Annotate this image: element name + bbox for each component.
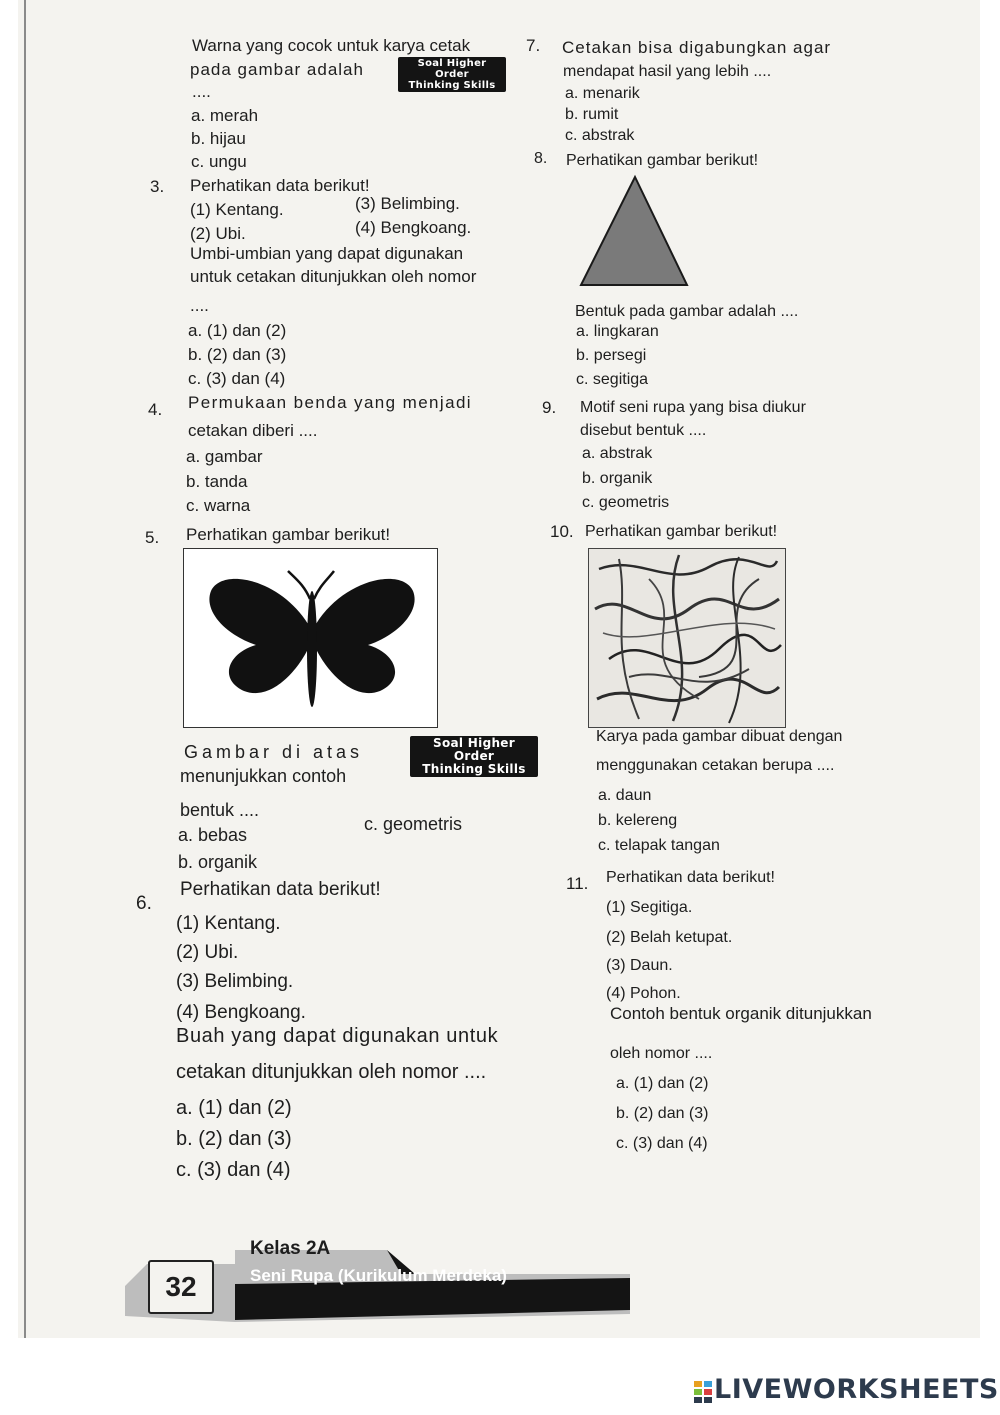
q6-question-line1: Buah yang dapat digunakan untuk (176, 1025, 499, 1047)
q5-option-a[interactable]: a. bebas (178, 825, 248, 845)
q5-option-b[interactable]: b. organik (178, 852, 258, 872)
q5-badge-line1: Soal Higher Order (433, 736, 515, 763)
q11-option-a[interactable]: a. (1) dan (2) (616, 1075, 709, 1092)
q4-stem-line2: cetakan diberi .... (188, 421, 318, 440)
q2-option-a[interactable]: a. merah (191, 106, 259, 125)
butterfly-silhouette (184, 549, 437, 727)
q9-stem-line2: disebut bentuk .... (580, 422, 707, 439)
q6-option-c[interactable]: c. (3) dan (4) (176, 1159, 291, 1181)
liveworksheets-logo-icon (694, 1377, 712, 1407)
page-number: 32 (148, 1260, 214, 1314)
q10-number: 10. (550, 522, 574, 541)
q5-badge-line2: Thinking Skills (422, 762, 526, 776)
q6-item-1: (1) Kentang. (176, 913, 281, 934)
q4-option-b[interactable]: b. tanda (186, 472, 248, 491)
q5-stem: Perhatikan gambar berikut! (186, 525, 391, 544)
page-edge (24, 0, 26, 1338)
q6-item-2: (2) Ubi. (176, 942, 239, 963)
q9-option-c[interactable]: c. geometris (582, 494, 670, 511)
q7-stem-line1: Cetakan bisa digabungkan agar (562, 38, 832, 57)
q3-item-2: (2) Ubi. (190, 224, 246, 243)
q3-question-line1: Umbi-umbian yang dapat digunakan (190, 244, 464, 263)
q3-question-line2: untuk cetakan ditunjukkan oleh nomor (190, 267, 477, 286)
q6-option-b[interactable]: b. (2) dan (3) (176, 1128, 292, 1150)
q8-option-c[interactable]: c. segitiga (576, 371, 649, 388)
q9-number: 9. (542, 398, 557, 417)
q6-item-3: (3) Belimbing. (176, 971, 294, 992)
q2-blank: .... (192, 82, 211, 101)
q3-option-a[interactable]: a. (1) dan (2) (188, 321, 287, 340)
q5-caption-line3: bentuk .... (180, 800, 260, 820)
q2-stem-line1: Warna yang cocok untuk karya cetak (192, 36, 471, 55)
q8-option-b[interactable]: b. persegi (576, 347, 647, 364)
q4-stem-line1: Permukaan benda yang menjadi (188, 393, 472, 412)
q4-number: 4. (148, 400, 163, 419)
q3-option-b[interactable]: b. (2) dan (3) (188, 345, 287, 364)
q7-stem-line2: mendapat hasil yang lebih .... (563, 63, 772, 80)
q10-option-a[interactable]: a. daun (598, 787, 652, 804)
q6-stem: Perhatikan data berikut! (180, 879, 381, 900)
q5-option-c[interactable]: c. geometris (364, 814, 463, 834)
q6-item-4: (4) Bengkoang. (176, 1002, 306, 1023)
q11-item-2: (2) Belah ketupat. (606, 929, 733, 946)
q5-hots-badge (410, 736, 538, 777)
q2-stem-line2: pada gambar adalah (190, 60, 364, 79)
q9-option-a[interactable]: a. abstrak (582, 445, 653, 462)
q11-stem: Perhatikan data berikut! (606, 869, 775, 886)
q7-option-a[interactable]: a. menarik (565, 85, 640, 102)
q3-number: 3. (150, 177, 165, 196)
q10-question-line1: Karya pada gambar dibuat dengan (596, 728, 843, 745)
q11-option-b[interactable]: b. (2) dan (3) (616, 1105, 709, 1122)
q3-stem: Perhatikan data berikut! (190, 176, 370, 195)
abstract-print-texture (589, 549, 785, 727)
q6-number: 6. (136, 893, 152, 914)
q3-item-4: (4) Bengkoang. (355, 218, 472, 237)
q10-option-b[interactable]: b. kelereng (598, 812, 678, 829)
q11-item-1: (1) Segitiga. (606, 899, 693, 916)
liveworksheets-logo-text: LIVEWORKSHEETS (714, 1374, 999, 1405)
q4-option-c[interactable]: c. warna (186, 496, 251, 515)
triangle-figure (575, 173, 695, 291)
q2-hots-badge (398, 57, 506, 92)
q11-item-4: (4) Pohon. (606, 985, 681, 1002)
q8-number: 8. (534, 150, 548, 167)
q9-stem-line1: Motif seni rupa yang bisa diukur (580, 399, 806, 416)
q3-blank: .... (190, 296, 209, 315)
q8-question: Bentuk pada gambar adalah .... (575, 303, 799, 320)
footer-kelas: Kelas 2A (250, 1238, 331, 1259)
q11-question-line1: Contoh bentuk organik ditunjukkan (610, 1004, 872, 1023)
q11-number: 11. (566, 874, 589, 893)
q2-option-c[interactable]: c. ungu (191, 152, 247, 171)
q8-stem: Perhatikan gambar berikut! (566, 152, 759, 169)
q2-option-b[interactable]: b. hijau (191, 129, 246, 148)
q3-item-1: (1) Kentang. (190, 200, 284, 219)
q5-number: 5. (145, 528, 160, 547)
q9-option-b[interactable]: b. organik (582, 470, 653, 487)
abstract-print-figure (588, 548, 786, 728)
q7-option-b[interactable]: b. rumit (565, 106, 619, 123)
q6-option-a[interactable]: a. (1) dan (2) (176, 1097, 292, 1119)
q3-option-c[interactable]: c. (3) dan (4) (188, 369, 286, 388)
q10-stem: Perhatikan gambar berikut! (585, 523, 778, 540)
q11-option-c[interactable]: c. (3) dan (4) (616, 1135, 708, 1152)
butterfly-figure (183, 548, 438, 728)
q7-option-c[interactable]: c. abstrak (565, 127, 635, 144)
q3-item-3: (3) Belimbing. (355, 194, 460, 213)
footer-subject: Seni Rupa (Kurikulum Merdeka) (250, 1266, 507, 1285)
q8-option-a[interactable]: a. lingkaran (576, 323, 659, 340)
worksheet-page (18, 0, 980, 1338)
q10-option-c[interactable]: c. telapak tangan (598, 837, 720, 854)
q2-badge-line1: Soal Higher Order (417, 58, 487, 80)
q5-caption-line1: Gambar di atas (184, 742, 364, 762)
q2-badge-line2: Thinking Skills (408, 80, 496, 91)
q11-item-3: (3) Daun. (606, 957, 673, 974)
q11-question-line2: oleh nomor .... (610, 1045, 713, 1062)
q4-option-a[interactable]: a. gambar (186, 447, 263, 466)
q5-caption-line2: menunjukkan contoh (180, 766, 347, 786)
q10-question-line2: menggunakan cetakan berupa .... (596, 757, 835, 774)
q7-number: 7. (526, 36, 541, 55)
q6-question-line2: cetakan ditunjukkan oleh nomor .... (176, 1061, 487, 1083)
